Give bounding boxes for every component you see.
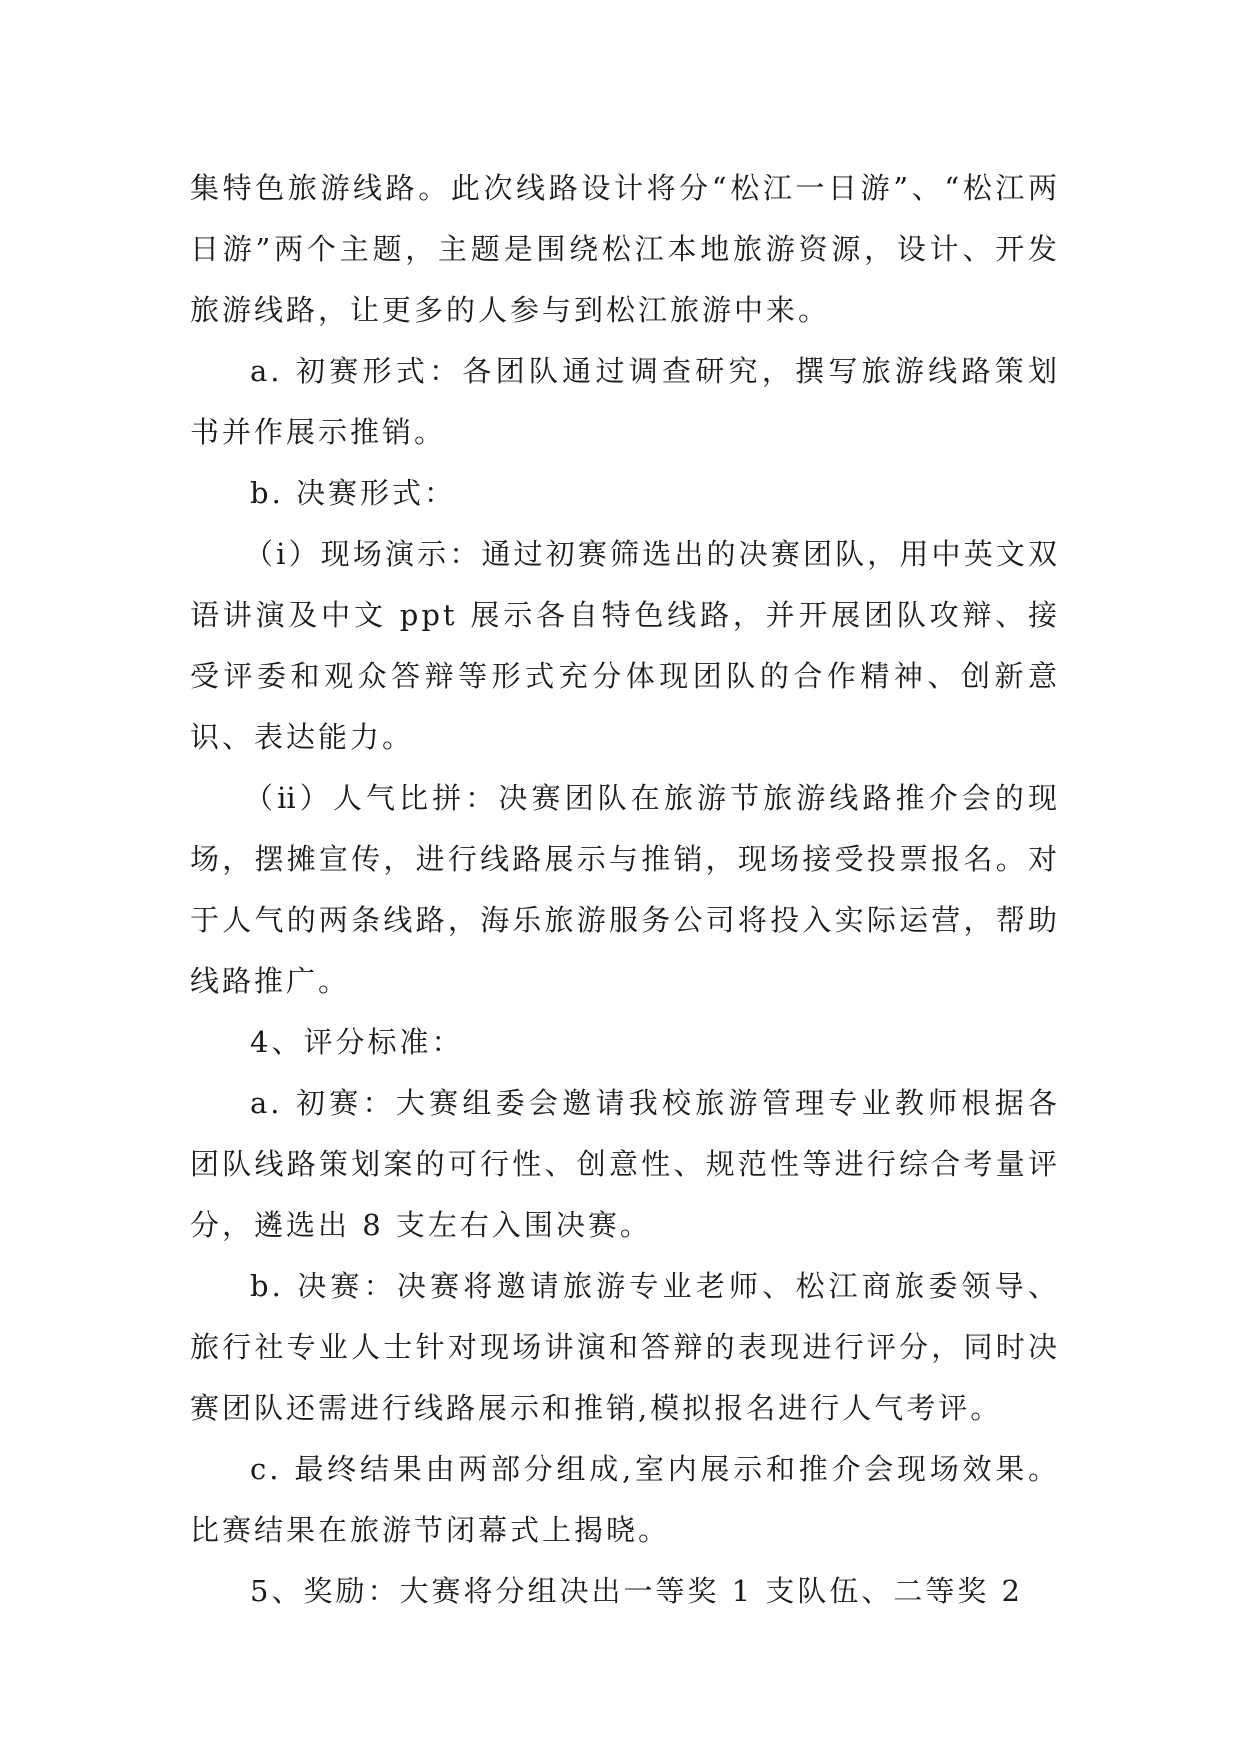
paragraph-popularity-contest: （ⅱ）人气比拼：决赛团队在旅游节旅游线路推介会的现场，摆摊宣传，进行线路展示与推销，现场接受投票报名。对于人气的两条线路，海乐旅游服务公司将投入实际运营，帮助线路推广。	[190, 781, 1060, 998]
paragraph-scoring-final: b. 决赛：决赛将邀请旅游专业老师、松江商旅委领导、旅行社专业人士针对现场讲演和答辩的表现进行评分，同时决赛团队还需进行线路展示和推销,模拟报名进行人气考评。	[190, 1269, 1060, 1425]
paragraph-scoring-preliminary: a. 初赛：大赛组委会邀请我校旅游管理专业教师根据各团队线路策划案的可行性、创意性、规范性等进行综合考量评分，遴选出 8 支左右入围决赛。	[190, 1086, 1060, 1242]
paragraph-scoring-heading: 4、评分标准：	[250, 1025, 464, 1059]
paragraph-live-demo: （ⅰ）现场演示：通过初赛筛选出的决赛团队，用中英文双语讲演及中文 ppt 展示各自特色线路，并开展团队攻辩、接受评委和观众答辩等形式充分体现团队的合作精神、创新意识、表达能力。	[190, 537, 1060, 754]
paragraph-awards: 5、奖励：大赛将分组决出一等奖 1 支队伍、二等奖 2	[250, 1574, 1024, 1608]
paragraph-preliminary-format: a. 初赛形式：各团队通过调查研究，撰写旅游线路策划书并作展示推销。	[190, 354, 1060, 449]
paragraph-route-themes: 集特色旅游线路。此次线路设计将分“松江一日游”、“松江两日游”两个主题，主题是围绕松江本地旅游资源，设计、开发旅游线路，让更多的人参与到松江旅游中来。	[190, 171, 1060, 327]
paragraph-final-result: c. 最终结果由两部分组成,室内展示和推介会现场效果。比赛结果在旅游节闭幕式上揭晓。	[190, 1452, 1060, 1547]
paragraph-final-format-heading: b. 决赛形式：	[250, 476, 457, 510]
document-body	[190, 158, 1060, 1622]
